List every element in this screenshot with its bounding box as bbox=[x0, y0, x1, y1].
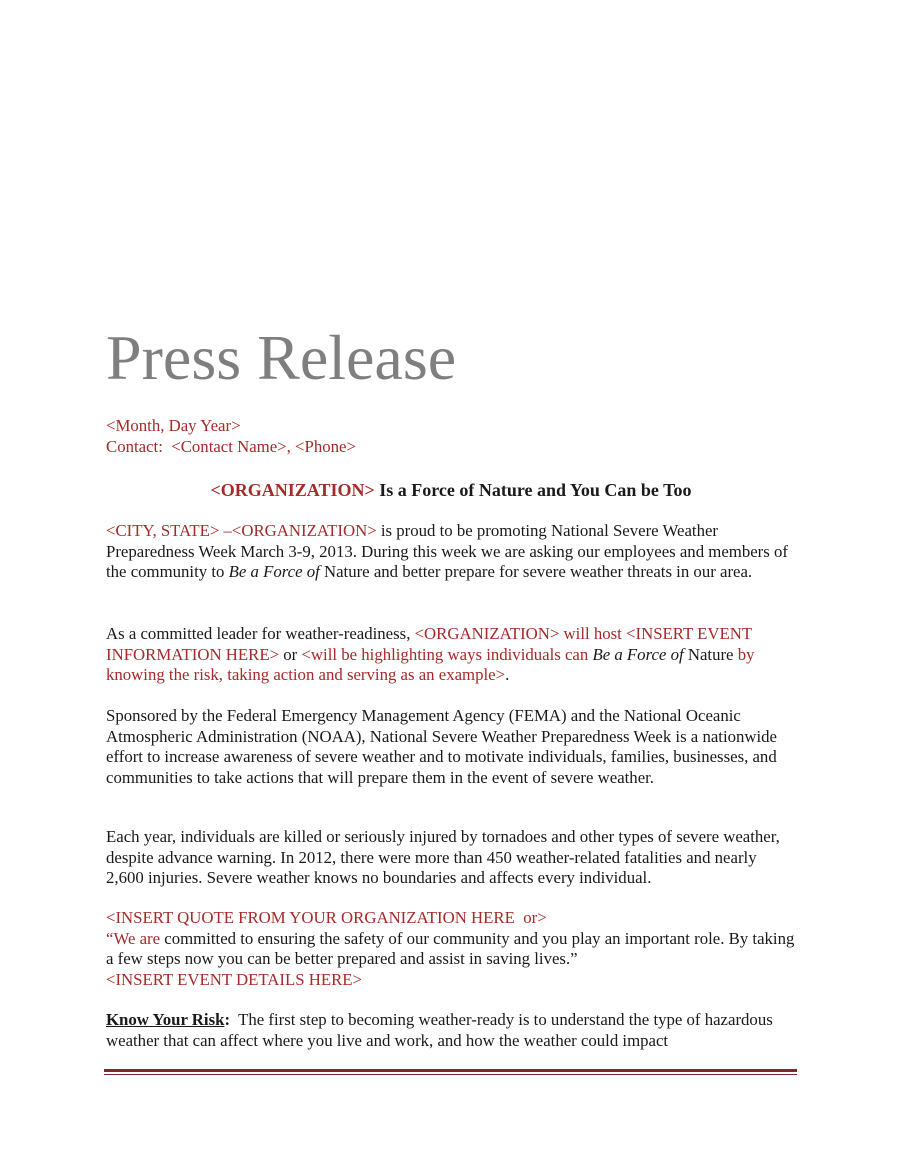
paragraph-know-risk bbox=[106, 1010, 796, 1051]
contact-label: Contact: bbox=[106, 436, 172, 456]
statistics-text: Each year, individuals are killed or seriously injured by tornadoes and other types of severe weather, despite advance warning. In 2012, there were more than 450 weather-related fatalities and nearly 2,600 injuries. Severe weather knows no boundaries and affects every individual. bbox=[106, 827, 780, 888]
paragraph-event bbox=[106, 624, 796, 686]
intro-italic: Be a Force of bbox=[228, 562, 320, 582]
page-title: Press Release bbox=[106, 322, 457, 393]
intro-text-a: is proud to be promoting National Severe Weather Preparedness Week March 3-9, 2013. During this week we are asking our employees and members of the community to bbox=[106, 521, 788, 582]
event-highlight-placeholder: <will be highlighting ways individuals can bbox=[301, 644, 593, 664]
paragraph-sponsor bbox=[106, 706, 796, 788]
event-text-a: As a committed leader for weather-readiness, bbox=[106, 624, 415, 643]
event-text-c: Nature bbox=[683, 644, 734, 664]
release-meta bbox=[106, 416, 796, 457]
event-details-placeholder: <INSERT EVENT DETAILS HERE> bbox=[106, 969, 363, 989]
date-placeholder: <Month, Day Year> bbox=[106, 416, 241, 435]
event-action-placeholder: by knowing the risk, taking action and serving as an example> bbox=[106, 644, 755, 685]
know-risk-colon: : bbox=[224, 1010, 231, 1029]
city-org-placeholder: <CITY, STATE> –<ORGANIZATION> bbox=[106, 521, 377, 540]
contact-line bbox=[106, 437, 796, 458]
sponsor-text: Sponsored by the Federal Emergency Management Agency (FEMA) and the National Oceanic Atmospheric Administration (NOAA), National Severe Weather Preparedness Week is a nationwide effort to increase awareness of severe weather and to motivate individuals, families, businesses, and communities to take actions that will prepare them in the event of severe weather. bbox=[106, 706, 778, 787]
footer-rule-thick bbox=[104, 1069, 797, 1072]
know-risk-text: The first step to becoming weather-ready is to understand the type of hazardous weather that can affect where you live and work, and how the weather could impact bbox=[106, 1010, 777, 1050]
quote-open: “We are bbox=[106, 928, 161, 948]
quote-text: committed to ensuring the safety of our community and you play an important role. By taking a few steps now you can be better prepared and assist in saving lives.” bbox=[106, 928, 795, 969]
know-risk-heading: Know Your Risk bbox=[106, 1010, 225, 1029]
quote-placeholder: <INSERT QUOTE FROM YOUR ORGANIZATION HERE or> bbox=[106, 908, 547, 927]
date-line bbox=[106, 416, 796, 437]
paragraph-intro bbox=[106, 521, 796, 583]
intro-text-b: Nature and better prepare for severe weather threats in our area. bbox=[319, 562, 753, 582]
headline-org-placeholder: <ORGANIZATION> bbox=[210, 480, 375, 500]
event-text-b: or bbox=[279, 644, 302, 664]
headline-text: Is a Force of Nature and You Can be Too bbox=[374, 480, 692, 500]
footer-rule-thin bbox=[104, 1074, 797, 1075]
headline bbox=[106, 478, 796, 502]
event-italic: Be a Force of bbox=[592, 644, 684, 664]
event-host-placeholder: <ORGANIZATION> will host <INSERT EVENT INFORMATION HERE> bbox=[106, 624, 752, 664]
paragraph-statistics bbox=[106, 827, 796, 889]
event-text-d: . bbox=[505, 665, 510, 685]
contact-placeholder: <Contact Name>, <Phone> bbox=[171, 436, 356, 456]
paragraph-quote bbox=[106, 908, 796, 990]
